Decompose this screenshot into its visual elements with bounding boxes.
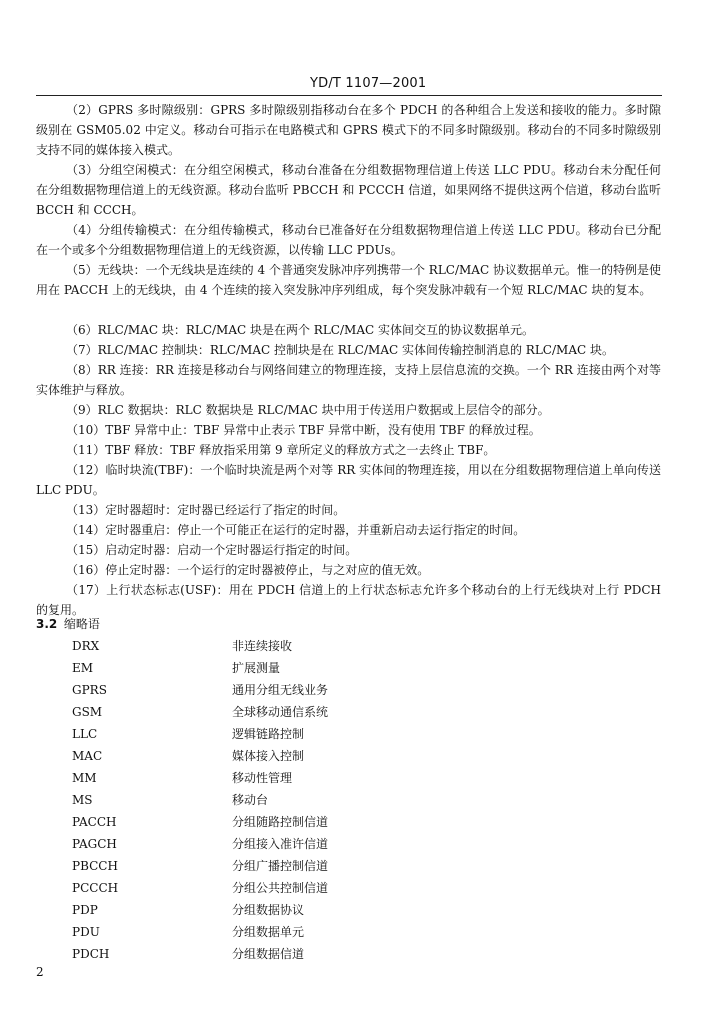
abbreviation-term: MM: [72, 771, 97, 785]
abbreviation-meaning: 扩展测量: [232, 661, 281, 675]
abbreviation-term: PACCH: [72, 815, 117, 829]
abbreviation-term: DRX: [72, 639, 100, 653]
definition-paragraph-3: （3）分组空闲模式：在分组空闲模式，移动台准备在分组数据物理信道上传送 LLC PDU。移动台未分配任何在分组数据物理信道上的无线资源。移动台监听 PBCCH 和 PCCCH 信道，如果网络不提供这两个信道，移动台监听 BCCH 和 CCCH。: [36, 163, 661, 217]
abbreviation-term: LLC: [72, 727, 98, 741]
definition-paragraph-2: （2）GPRS 多时隙级别：GPRS 多时隙级别指移动台在多个 PDCH 的各种组合上发送和接收的能力。多时隙级别在 GSM05.02 中定义。移动台可指示在电路模式和 GPRS 模式下的不同多时隙级别。移动台的不同多时隙级别支持不同的媒体接入模式。: [36, 103, 661, 157]
definition-paragraph-10: （10）TBF 异常中止：TBF 异常中止表示 TBF 异常中断，没有使用 TBF 的释放过程。: [66, 423, 541, 437]
definition-paragraph-4: （4）分组传输模式：在分组传输模式，移动台已准备好在分组数据物理信道上传送 LLC PDU。移动台已分配在一个或多个分组数据物理信道上的无线资源，以传输 LLC PDUs。: [36, 223, 661, 257]
definition-paragraph-8: （8）RR 连接：RR 连接是移动台与网络间建立的物理连接，支持上层信息流的交换。一个 RR 连接由两个对等实体维护与释放。: [36, 363, 661, 397]
abbreviation-meaning: 分组数据信道: [232, 947, 305, 961]
abbreviation-term: PDCH: [72, 947, 110, 961]
abbreviation-meaning: 非连续接收: [232, 639, 293, 653]
definition-paragraph-9: （9）RLC 数据块：RLC 数据块是 RLC/MAC 块中用于传送用户数据或上层信令的部分。: [66, 403, 550, 417]
section-number: 3.2: [36, 617, 58, 631]
abbreviation-term: PDP: [72, 903, 98, 917]
abbreviation-meaning: 通用分组无线业务: [232, 683, 329, 697]
abbreviation-term: EM: [72, 661, 94, 675]
definition-paragraph-7: （7）RLC/MAC 控制块：RLC/MAC 控制块是在 RLC/MAC 实体间传输控制消息的 RLC/MAC 块。: [66, 343, 614, 357]
abbreviation-meaning: 分组公共控制信道: [232, 881, 329, 895]
definition-paragraph-6: （6）RLC/MAC 块：RLC/MAC 块是在两个 RLC/MAC 实体间交互的协议数据单元。: [66, 323, 534, 337]
header-rule: [36, 95, 662, 96]
abbreviation-term: PDU: [72, 925, 100, 939]
abbreviation-term: GSM: [72, 705, 103, 719]
abbreviation-term: PAGCH: [72, 837, 117, 851]
abbreviation-meaning: 分组数据单元: [232, 925, 305, 939]
abbreviation-term: PBCCH: [72, 859, 118, 873]
abbreviation-meaning: 移动性管理: [232, 771, 293, 785]
definition-paragraph-12: （12）临时块流(TBF)：一个临时块流是两个对等 RR 实体间的物理连接，用以在分组数据物理信道上单向传送 LLC PDU。: [36, 463, 661, 497]
abbreviation-meaning: 分组广播控制信道: [232, 859, 329, 873]
abbreviation-meaning: 分组随路控制信道: [232, 815, 329, 829]
definition-paragraph-5: （5）无线块：一个无线块是连续的 4 个普通突发脉冲序列携带一个 RLC/MAC 协议数据单元。惟一的特例是使用在 PACCH 上的无线块，由 4 个连续的接入突发脉冲序列组成，每个突发脉冲载有一个短 RLC/MAC 块的复本。: [36, 263, 661, 297]
abbreviation-term: PCCCH: [72, 881, 119, 895]
abbreviation-term: GPRS: [72, 683, 107, 697]
definition-paragraph-17: （17）上行状态标志(USF)：用在 PDCH 信道上的上行状态标志允许多个移动台的上行无线块对上行 PDCH 的复用。: [36, 583, 661, 617]
definition-paragraph-16: （16）停止定时器：一个运行的定时器被停止，与之对应的值无效。: [66, 563, 430, 577]
page-number: 2: [36, 965, 44, 979]
abbreviation-term: MAC: [72, 749, 103, 763]
abbreviation-meaning: 分组接入准许信道: [232, 837, 329, 851]
definition-paragraph-13: （13）定时器超时：定时器已经运行了指定的时间。: [66, 503, 346, 517]
abbreviation-term: MS: [72, 793, 93, 807]
definition-paragraph-15: （15）启动定时器：启动一个定时器运行指定的时间。: [66, 543, 358, 557]
standard-number-header: YD/T 1107—2001: [310, 76, 427, 91]
abbreviation-meaning: 媒体接入控制: [232, 749, 305, 763]
abbreviation-meaning: 全球移动通信系统: [232, 705, 329, 719]
definition-paragraph-14: （14）定时器重启：停止一个可能正在运行的定时器，并重新启动去运行指定的时间。: [66, 523, 526, 537]
abbreviation-meaning: 逻辑链路控制: [232, 727, 305, 741]
section-heading: [36, 614, 100, 634]
abbreviation-meaning: 移动台: [232, 793, 269, 807]
abbreviation-meaning: 分组数据协议: [232, 903, 305, 917]
section-title: 缩略语: [63, 617, 100, 631]
definition-paragraph-11: （11）TBF 释放：TBF 释放指采用第 9 章所定义的释放方式之一去终止 TBF。: [66, 443, 496, 457]
